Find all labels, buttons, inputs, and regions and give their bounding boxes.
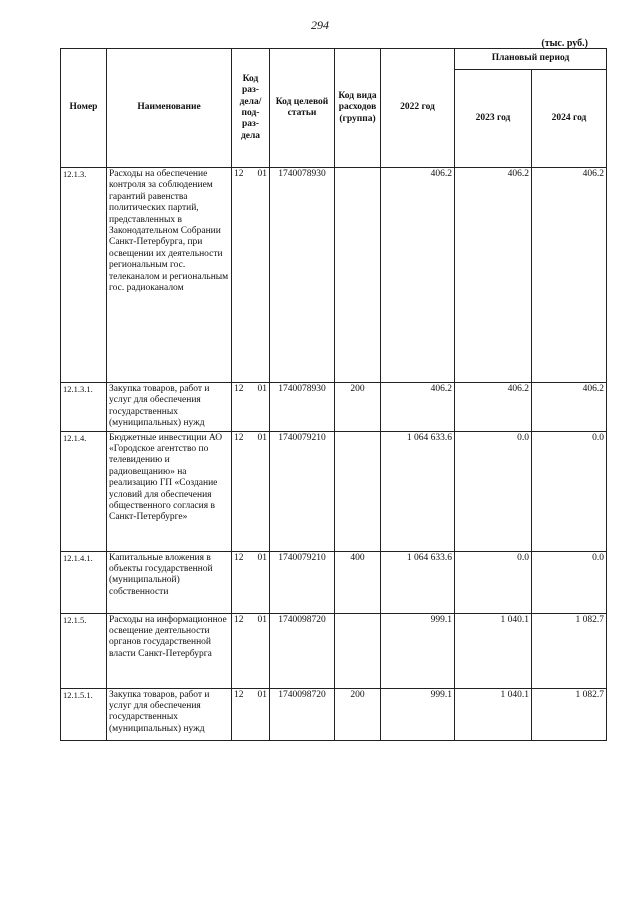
row-subsection: 01 — [257, 614, 267, 625]
row-target-code: 1740078930 — [270, 168, 335, 383]
table-row — [61, 613, 607, 688]
row-target-code: 1740079210 — [270, 551, 335, 613]
row-name: Бюджетные инвестиции АО «Городское агентство по телевидению и радиовещанию» на реализацию ГП «Создание условий для обеспечения общественного согласия в Санкт-Петербурге» — [107, 431, 232, 551]
row-name: Расходы на информационное освещение деятельности органов государственной власти Санкт-Петербурга — [107, 613, 232, 688]
table-row — [61, 688, 607, 740]
table-row — [61, 431, 607, 551]
header-2023: 2023 год — [455, 70, 532, 168]
table-row — [61, 383, 607, 432]
header-name: Наименование — [107, 49, 232, 168]
row-name: Закупка товаров, работ и услуг для обеспечения государственных (муниципальных) нужд — [107, 688, 232, 740]
table-row — [61, 168, 607, 383]
header-2022: 2022 год — [381, 49, 455, 168]
row-expense-type — [335, 613, 381, 688]
row-number: 12.1.4. — [61, 431, 107, 551]
row-number: 12.1.5. — [61, 613, 107, 688]
row-2022: 999.1 — [381, 688, 455, 740]
row-section-code — [232, 431, 270, 551]
row-section: 12 — [234, 384, 244, 394]
row-2024: 1 082.7 — [532, 613, 607, 688]
row-target-code: 1740079210 — [270, 431, 335, 551]
row-section: 12 — [234, 552, 244, 563]
row-2024: 0.0 — [532, 551, 607, 613]
row-number: 12.1.5.1. — [61, 688, 107, 740]
row-subsection: 01 — [257, 169, 267, 179]
header-planned-period: Плановый период — [455, 49, 607, 70]
row-2022: 1 064 633.6 — [381, 431, 455, 551]
row-2023: 406.2 — [455, 383, 532, 432]
row-section: 12 — [234, 432, 244, 443]
header-expense-type: Код вида расходов (группа) — [335, 49, 381, 168]
row-2023: 0.0 — [455, 551, 532, 613]
row-name: Капитальные вложения в объекты государственной (муниципальной) собственности — [107, 551, 232, 613]
row-subsection: 01 — [257, 552, 267, 563]
row-number: 12.1.4.1. — [61, 551, 107, 613]
row-subsection: 01 — [257, 432, 267, 443]
header-2024: 2024 год — [532, 70, 607, 168]
row-number: 12.1.3.1. — [61, 383, 107, 432]
row-target-code: 1740098720 — [270, 613, 335, 688]
header-section-code: Код раз-дела/ под-раз-дела — [232, 49, 270, 168]
header-target-code: Код целевой статьи — [270, 49, 335, 168]
row-number: 12.1.3. — [61, 168, 107, 383]
row-expense-type — [335, 431, 381, 551]
row-2022: 1 064 633.6 — [381, 551, 455, 613]
row-2024: 406.2 — [532, 383, 607, 432]
table-row — [61, 551, 607, 613]
row-subsection: 01 — [257, 689, 267, 700]
row-2024: 0.0 — [532, 431, 607, 551]
row-expense-type: 200 — [335, 383, 381, 432]
row-section-code — [232, 383, 270, 432]
units-label: (тыс. руб.) — [541, 38, 588, 49]
row-target-code: 1740098720 — [270, 688, 335, 740]
row-2023: 1 040.1 — [455, 613, 532, 688]
row-2023: 406.2 — [455, 168, 532, 383]
row-expense-type — [335, 168, 381, 383]
row-section-code — [232, 688, 270, 740]
header-row — [61, 49, 607, 70]
row-2022: 406.2 — [381, 383, 455, 432]
row-expense-type: 400 — [335, 551, 381, 613]
row-2024: 1 082.7 — [532, 688, 607, 740]
row-2022: 999.1 — [381, 613, 455, 688]
header-number: Номер — [61, 49, 107, 168]
row-section: 12 — [234, 689, 244, 700]
table-body — [61, 168, 607, 741]
row-target-code: 1740078930 — [270, 383, 335, 432]
row-name: Закупка товаров, работ и услуг для обеспечения государственных (муниципальных) нужд — [107, 383, 232, 432]
row-section: 12 — [234, 614, 244, 625]
budget-table — [60, 48, 607, 741]
row-2023: 0.0 — [455, 431, 532, 551]
row-expense-type: 200 — [335, 688, 381, 740]
row-section-code — [232, 613, 270, 688]
row-name: Расходы на обеспечение контроля за соблюдением гарантий равенства политических партий, представленных в Законодательном Собрании Санкт-Петербурга, при освещении их деятельности региональным гос. телеканалом и региональным гос. радиоканалом — [107, 168, 232, 383]
row-section-code — [232, 551, 270, 613]
row-section: 12 — [234, 169, 244, 179]
page-number: 294 — [311, 18, 329, 32]
row-2023: 1 040.1 — [455, 688, 532, 740]
row-section-code — [232, 168, 270, 383]
row-2024: 406.2 — [532, 168, 607, 383]
row-2022: 406.2 — [381, 168, 455, 383]
row-subsection: 01 — [257, 384, 267, 394]
